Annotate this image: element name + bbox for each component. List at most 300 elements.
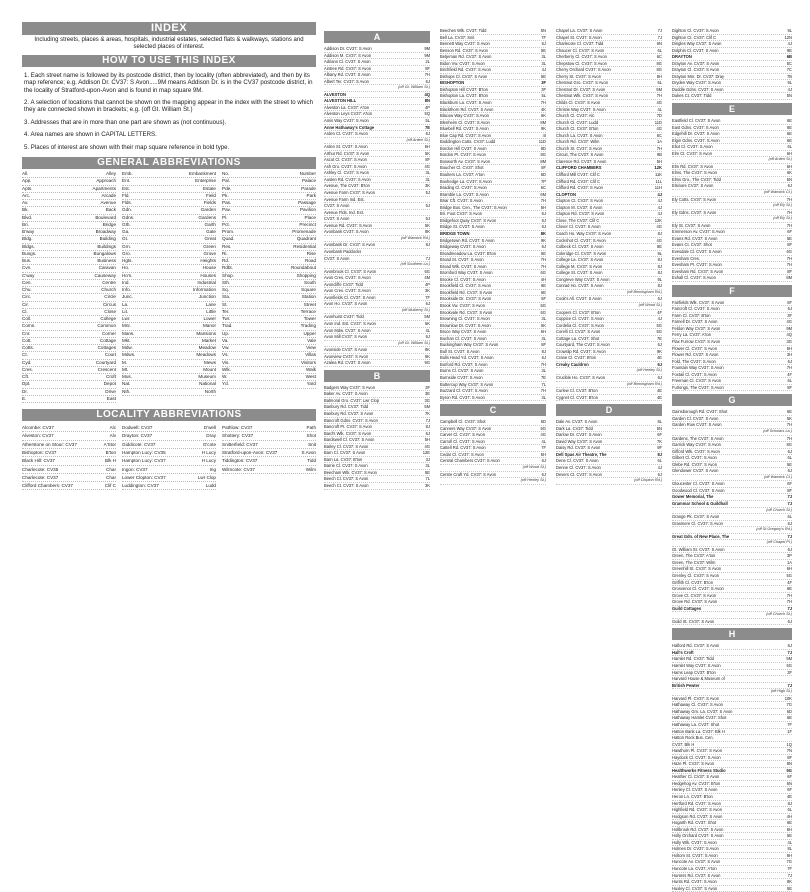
index-entry-ref: 9G	[424, 360, 430, 366]
index-entry-name: College St. CV37: S Avon	[556, 270, 603, 276]
index-entry-name: Addison M. CV37: S Avon	[324, 52, 372, 58]
index-entry-name: Bancroft PI. CV37: S Avon	[324, 424, 372, 430]
index-entry-name: Drayton Av. CV37: S Avon	[672, 60, 720, 66]
index-entry-name: Edgehill Dr. CV37: S Avon	[672, 131, 720, 137]
abbreviation-short: Ga.	[122, 229, 130, 235]
abbreviation-row	[222, 193, 316, 200]
index-entry-ref: 6D	[540, 419, 546, 425]
index-entry-ref: 5F	[541, 296, 546, 302]
index-entry-name: Fountain Way CV37: S Avon	[672, 365, 724, 371]
index-entry-name: Buchan Cl. CV37: S Avon	[440, 335, 487, 341]
index-entry-ref: 7H	[424, 72, 430, 78]
abbreviation-full: Promenade	[292, 229, 316, 235]
index-entry-ref: 5E	[786, 833, 792, 839]
index-entry-name: Feldon Way CV37: S Avon	[672, 325, 721, 331]
index-entry-name: Boxhedge La. CV37: S Avon	[440, 178, 492, 184]
abbreviation-row	[222, 316, 316, 323]
index-entry-ref: 5E	[540, 250, 546, 256]
locality-row	[222, 424, 316, 432]
abbreviation-full: Close	[104, 308, 116, 314]
index-entry-name: Henley Cl. CV37: S Avon	[672, 787, 718, 793]
index-entry-name: Avoncliffe CV37: Tidd	[324, 281, 363, 287]
index-entry-name: Central Chambers CV37: S Avon	[440, 458, 500, 464]
index-entry-ref: 6L	[787, 807, 792, 813]
abbreviation-short: Cir.	[22, 301, 29, 307]
abbreviation-short: Comn.	[22, 323, 36, 329]
locality-abbr: D'well	[203, 425, 216, 431]
abbreviation-full: Museum	[198, 374, 216, 380]
locality-name: Pathlow: CV37	[222, 425, 253, 431]
index-entry-name: Bishopton Hill CV37: B'ton	[440, 86, 488, 92]
index-entry-name: College M. CV37: S Avon	[556, 263, 603, 269]
abbreviation-full: Green	[203, 243, 216, 249]
index-entry-name: Brownlow Dr. CV37: S Avon	[440, 322, 491, 328]
index-entry-ref: 6E	[786, 124, 792, 130]
abbreviation-full: Lane	[205, 301, 216, 307]
index-entry-ref: 6K	[786, 170, 792, 176]
index-entry-name: Gilbert Cl. CV37: S Avon	[672, 455, 717, 461]
index-entry-name: Brookfield Cl. CV37: S Avon	[440, 283, 491, 289]
index-entry-ref: 7F	[787, 721, 792, 727]
abbreviation-row	[222, 352, 316, 359]
index-entry-ref: 8G	[540, 152, 546, 158]
locality-abbr: Char	[106, 466, 116, 472]
index-entry-ref: 5H	[656, 158, 662, 164]
abbreviation-short: No.	[222, 171, 230, 177]
index-entry-ref: 3G	[424, 397, 430, 403]
index-entry-ref: 7F	[787, 865, 792, 871]
abbreviation-full: Market	[201, 337, 216, 343]
abbreviation-full: College	[100, 316, 116, 322]
index-entry-ref: 7J	[787, 533, 792, 539]
abbreviation-short: Vs.	[222, 352, 229, 358]
index-entry-ref: 8G	[786, 442, 792, 448]
index-entry-name: Dryden Way CV37: S Avon	[672, 80, 721, 86]
abbreviation-short: La.	[122, 301, 129, 307]
index-entry-ref: 3L	[541, 60, 546, 66]
index-entry-name: Barn La. CV37: B'ton	[324, 456, 363, 462]
index-entry-name: Coleridge Cl. CV37: S Avon	[556, 250, 607, 256]
abbreviation-full: Station	[301, 294, 316, 300]
index-entry-ref: 5N	[656, 425, 662, 431]
index-entry-name: Barrie Cl. CV37: S Avon	[324, 463, 368, 469]
abbreviation-row	[22, 229, 116, 236]
index-entry-name: BRIDGE TOWN	[440, 230, 470, 236]
abbreviation-short: Rd.	[222, 258, 230, 264]
index-entry-ref: 7H	[786, 209, 792, 215]
index-entry-ref: 6C	[540, 185, 546, 191]
index-entry-ref: 9K	[656, 348, 662, 354]
abbreviation-row	[222, 244, 316, 251]
abbreviation-row	[222, 200, 316, 207]
index-entry-name: Colbeck Cl. CV37: S Avon	[556, 244, 604, 250]
index-entry-ref: 7L	[541, 381, 546, 387]
index-entry-name: Bardswell Cl. CV37: S Avon	[324, 437, 375, 443]
abbreviation-short: Emb.	[122, 171, 133, 177]
abbreviation-short: Nth.	[122, 388, 131, 394]
abbreviation-row	[122, 200, 216, 207]
abbreviation-row	[222, 186, 316, 193]
index-entry-ref: 7J	[787, 682, 792, 688]
index-entry-ref: 3G	[786, 338, 792, 344]
abbreviation-row	[22, 331, 116, 338]
locality-name: Bishopton: CV37	[22, 449, 57, 455]
index-entry-name: Grange Pk. CV37: S Avon	[672, 514, 720, 520]
abbreviation-short: Cotts.	[22, 345, 34, 351]
locality-name: Lower Clopton: CV37	[122, 474, 166, 480]
index-entry-name: Garrick Way CV37: S Avon	[672, 442, 721, 448]
index-entry-name: Griffith Cl. CV37: B'ton	[672, 579, 713, 585]
locality-row	[122, 457, 216, 465]
abbreviation-row	[122, 294, 216, 301]
index-entry-ref: 2L	[425, 59, 430, 65]
index-entry-name: Flax Furrow CV37: S Avon	[672, 338, 721, 344]
index-entry-name: Highfield Rd. CV37: S Avon	[672, 807, 722, 813]
index-entry-ref: 6F	[787, 774, 792, 780]
abbreviation-row	[122, 331, 216, 338]
index-entry-ref: 6J	[541, 211, 546, 217]
index-entry-name: Cherberry Cl. CV37: S Avon	[556, 54, 607, 60]
index-entry-ref: 8K	[786, 879, 792, 885]
abbreviation-row	[222, 338, 316, 345]
index-entry-ref: 7J	[787, 605, 792, 611]
abbreviation-full: Meadow	[198, 345, 216, 351]
index-entry-ref: 4J	[787, 41, 792, 47]
abbreviation-short: Mkt.	[122, 337, 131, 343]
locality-abbr: Wilm	[305, 466, 316, 472]
abbreviation-full: Croft	[106, 374, 116, 380]
abbreviation-row	[222, 374, 316, 381]
index-entry-name: Bard's Wlk. CV37: S Avon	[324, 430, 372, 436]
index-entry-ref: 7E	[540, 374, 546, 380]
index-entry-ref: 5G	[656, 322, 662, 328]
abbreviation-row	[22, 345, 116, 352]
abbreviation-row	[122, 222, 216, 229]
abbreviation-short: Fld.	[122, 192, 130, 198]
index-entry-note: (off Southern La.)	[324, 262, 430, 269]
abbreviation-full: Apartments	[92, 185, 116, 191]
index-entry-note: (off Gt. William St.)	[324, 85, 430, 92]
index-title-banner: INDEX	[22, 22, 316, 35]
abbreviation-full: Caravan	[98, 265, 116, 271]
index-entry-ref: 6E	[786, 409, 792, 415]
index-entry-name: Avon Ho. CV37: S Avon	[324, 301, 368, 307]
abbreviation-short: Ho's.	[122, 272, 133, 278]
abbreviation-short: Mus.	[122, 374, 132, 380]
index-entry-ref: 3L	[541, 394, 546, 400]
index-entry-ref: 12K	[654, 165, 662, 171]
abbreviation-full: Quadrant	[296, 236, 316, 242]
index-entry-name: Charlecote Cl. CV37: Tidd	[556, 41, 604, 47]
abbreviation-short: Pct.	[222, 221, 230, 227]
index-entry-ref: 7J	[787, 649, 792, 655]
index-entry-name: Hathaway La. CV37: Shot	[672, 721, 720, 727]
index-entry-ref: 8M	[786, 275, 792, 281]
abbreviation-full: Little	[206, 308, 216, 314]
abbreviation-short: Pde.	[222, 185, 232, 191]
index-entry-name: ALVESTON HILL	[324, 98, 357, 104]
index-entry-name: Coopers Cl. CV37: B'ton	[556, 309, 601, 315]
locality-name: Atherstone on Stour: CV37	[22, 441, 77, 447]
index-entry-ref: 3L	[541, 335, 546, 341]
index-entry-name: Cattell Rd. CV37: S Avon	[440, 445, 486, 451]
index-entry-ref: 8F	[787, 754, 792, 760]
index-entry-ref: 9L	[657, 250, 662, 256]
abbreviation-short: Ct.	[22, 352, 28, 358]
abbreviation-row	[122, 302, 216, 309]
index-entry-ref: 7G	[786, 859, 792, 865]
index-entry-ref: 3F	[787, 669, 792, 675]
index-entry-name: Ascot Cl. CV37: S Avon	[324, 157, 367, 163]
locality-abbr: Lwr Clop	[197, 474, 216, 480]
index-entry-name: Hodgson Rd. CV37: S Avon	[672, 813, 723, 819]
abbreviation-full: Causeway	[94, 272, 116, 278]
abbreviation-full: Industrial	[197, 279, 216, 285]
abbreviation-short: Ind.	[122, 279, 130, 285]
abbreviation-short: Mans.	[122, 330, 135, 336]
index-entry-ref: 5J	[425, 216, 430, 222]
abbreviation-short: Bungs.	[22, 250, 37, 256]
abbreviation-row	[22, 374, 116, 381]
index-entry-name: Glebe Rd. CV37: S Avon	[672, 461, 717, 467]
index-entry-ref: 4E	[786, 793, 792, 799]
index-entry-name: Dale Av. CV37: S Avon	[556, 419, 598, 425]
index-entry-name: CV37: S Avon	[324, 255, 350, 261]
abbreviation-row	[222, 345, 316, 352]
abbreviation-row	[22, 273, 116, 280]
index-entry-name: Fold, The CV37: S Avon	[672, 358, 716, 364]
abbreviation-full: Pavilion	[299, 207, 316, 213]
abbreviation-full: Road	[305, 258, 316, 264]
index-entry-name: Brook Vw. CV37: S Avon	[440, 302, 485, 308]
index-entry-name: Avon Ind. Est. CV37: S Avon	[324, 320, 376, 326]
index-entry-ref: 7G	[786, 702, 792, 708]
index-entry-name: Browning Cl. CV37: S Avon	[440, 316, 490, 322]
abbreviation-full: Bridge	[102, 221, 116, 227]
index-entry-name: Hollbrook Rd. CV37: S Avon	[672, 826, 724, 832]
abbreviation-row	[22, 389, 116, 396]
index-entry-name: Alveston La. CV37: A'ton	[324, 104, 370, 110]
index-entry-name: Furlongs, The CV37: S Avon	[672, 384, 724, 390]
abbreviation-row	[22, 236, 116, 243]
abbreviation-row	[222, 229, 316, 236]
index-entry-ref: 5E	[786, 885, 792, 891]
index-entry-name: Clopton M. CV37: S Avon	[556, 204, 603, 210]
index-entry-ref: 5M	[424, 314, 430, 320]
index-entry-ref: 6L	[787, 144, 792, 150]
index-entry-ref: 5E	[540, 47, 546, 53]
abbreviation-short: Rdbt.	[222, 265, 233, 271]
locality-row	[22, 482, 116, 490]
abbreviation-full: Information	[193, 287, 216, 293]
index-entry-name: Freeman Cl. CV37: S Avon	[672, 378, 722, 384]
abbreviation-short: Res.	[222, 243, 232, 249]
index-entry-name: Buttercup Way CV37: S Avon	[440, 381, 494, 387]
abbreviation-short: Lwr.	[122, 316, 131, 322]
index-entry-ref: 7H	[786, 262, 792, 268]
index-entry-ref: 9M	[424, 52, 430, 58]
index-entry-ref: 4G	[424, 163, 430, 169]
index-entry-name: Eliot Cl. CV37: S Avon	[672, 144, 713, 150]
index-entry-name: Avon Mill CV37: S Avon	[324, 334, 368, 340]
index-entry-name: CV37: S Avon	[324, 216, 350, 222]
abbreviation-short: Av.	[22, 200, 29, 206]
index-entry-name: Broad St. CV37: S Avon	[440, 257, 484, 263]
index-entry-ref: 4P	[424, 281, 430, 287]
abbreviation-full: Corner	[101, 330, 116, 336]
abbreviation-row	[22, 352, 116, 359]
index-entry-name: Avonbank Dr. CV37: S Avon	[324, 242, 376, 248]
abbreviation-short: Twr.	[222, 316, 231, 322]
index-entry-ref: 5E	[424, 469, 430, 475]
index-entry-name: Elm Ct. CV37: S Avon	[672, 150, 712, 156]
index-entry-ref: 5G	[540, 425, 546, 431]
abbreviation-row	[222, 367, 316, 374]
index-entry-ref: 5G	[786, 573, 792, 579]
index-entry-name: Beech Cl. CV37: S Avon	[324, 476, 369, 482]
index-entry-ref: 6J	[787, 546, 792, 552]
index-entry-name: Clover Cl. CV37: S Avon	[556, 224, 601, 230]
index-entry-name: Dene Cl. CV37: S Avon	[556, 458, 599, 464]
abbreviation-row	[222, 265, 316, 272]
abbreviation-full: Garth	[204, 221, 216, 227]
index-entry-name: Bridge Bus. Cen., The CV37: S Avon	[440, 204, 507, 210]
instruction-4: 4. Area names are shown in CAPITAL LETTERS.	[24, 131, 157, 139]
index-letter-heading: A	[324, 31, 430, 43]
index-entry-ref: 4G	[424, 443, 430, 449]
index-entry-ref: 11D	[654, 119, 662, 125]
index-entry	[672, 275, 792, 282]
abbreviation-short: Bk.	[22, 207, 29, 213]
locality-row	[22, 449, 116, 457]
abbreviation-short: Bri.	[22, 221, 29, 227]
abbreviation-column	[222, 171, 316, 403]
abbreviation-short: E.	[22, 395, 27, 401]
index-entry-name: Avonside CV37: S Avon	[324, 347, 368, 353]
index-entry-name: Farm Cl. CV37: B'ton	[672, 312, 711, 318]
locality-abbr: A'Stor	[103, 441, 116, 447]
index-entry-note: (off Clopton Rd.)	[556, 478, 662, 485]
abbreviation-full: Palace	[301, 178, 316, 184]
index-entry	[324, 483, 430, 490]
index-entry-name: Byron Rd. CV37: S Avon	[440, 394, 485, 400]
index-entry-ref: 5N	[786, 93, 792, 99]
index-entry-ref: 5N	[786, 176, 792, 182]
index-entry-ref: 5H	[786, 345, 792, 351]
index-entry-name: Bridgetown Rd. CV37: S Avon	[440, 237, 495, 243]
index-entry-ref: 5G	[656, 329, 662, 335]
index-entry-name: Buzzard Cl. CV37: S Avon	[440, 388, 488, 394]
index-entry-ref: 10K	[784, 695, 792, 701]
index-entry-name: Clarence Rd. CV37: S Avon	[556, 158, 607, 164]
index-entry-ref: 6F	[787, 481, 792, 487]
abbreviation-full: Meadows	[196, 352, 216, 358]
index-entry-ref: 6J	[657, 374, 662, 380]
index-entry-ref: 12K	[654, 217, 662, 223]
index-entry-ref: 8J	[657, 263, 662, 269]
index-entry-name: Elsinore CV37: S Avon	[672, 183, 714, 189]
abbreviation-short: Bldgs.	[22, 243, 35, 249]
index-entry-ref: 6H	[786, 566, 792, 572]
abbreviation-short: All.	[22, 171, 29, 177]
index-entry-ref: 8K	[424, 347, 430, 353]
abbreviation-row	[222, 178, 316, 185]
locality-name: Wilmcote: CV37	[222, 466, 255, 472]
index-entry-ref: 7F	[425, 294, 430, 300]
instruction-1: 1. Each street name is followed by its postcode district, then by locality (often abbreviated), and then by its map reference; e.g. Addison Dr. CV37: S Avon.....9M means Addison Dr. is in the CV37 postcode district, in the locality of Stratford-upon-Avon and is found in map square 9M.	[24, 71, 313, 94]
index-entry-ref: 6J	[787, 643, 792, 649]
index-entry-name: Chestnut Gro. CV37: S Avon	[556, 80, 609, 86]
index-entry-name: Circuit, The CV37: S Avon	[556, 152, 604, 158]
index-entry-name: CLIFFORD CHAMBERS	[556, 165, 602, 171]
abbreviation-row	[22, 222, 116, 229]
abbreviation-short: B'way	[22, 229, 35, 235]
abbreviation-full: East	[106, 395, 116, 401]
index-entry-name: Bidon Vw. CV37: S Avon	[440, 60, 485, 66]
index-entry-name: CV37: S Avon	[324, 203, 350, 209]
index-entry-ref: 7J	[657, 28, 662, 33]
index-entry-ref: 5M	[656, 86, 662, 92]
index-entry-ref: 4M	[424, 275, 430, 281]
index-entry-name: Hathaway Gm. La. CV37: S Avon	[672, 708, 733, 714]
abbreviation-short: W.	[222, 374, 228, 380]
abbreviation-short: Prom.	[222, 229, 235, 235]
index-entry-ref: 8F	[787, 242, 792, 248]
index-entry-name: Fairfields Wlk. CV37: S Avon	[672, 299, 725, 305]
index-entry-name: Austen Rd. CV37: S Avon	[324, 176, 371, 182]
index-entry-name: Dolphin Cl. CV37: S Avon	[672, 47, 719, 53]
abbreviation-row	[22, 251, 116, 258]
abbreviation-row	[122, 309, 216, 316]
general-abbreviations-banner: GENERAL ABBREVIATIONS	[22, 157, 316, 169]
index-entry-ref: 4L	[657, 106, 662, 112]
index-entry-ref: 4G	[656, 100, 662, 106]
abbreviation-short: Mdw.	[122, 345, 133, 351]
locality-name: Black Hill: CV37	[22, 458, 55, 464]
index-entry-note: (off Wood St.)	[440, 465, 546, 472]
abbreviation-row	[122, 352, 216, 359]
index-entry-ref: 6H	[786, 826, 792, 832]
index-entry-name: Evesham Rd. CV37: S Avon	[672, 268, 724, 274]
index-entry-name: Garden Cl. CV37: S Avon	[672, 415, 719, 421]
index-entry-ref: 7H	[540, 198, 546, 204]
abbreviation-full: Passage	[298, 200, 316, 206]
abbreviation-full: Parade	[301, 185, 316, 191]
index-entry-name: Azalea Rd. CV37: S Avon	[324, 360, 371, 366]
index-entry-note: (off Henley St.)	[556, 368, 662, 375]
locality-row	[122, 432, 216, 440]
index-entry-name: Chestnut Dr. CV37: S Avon	[556, 86, 606, 92]
index-entry-name: Bridgeway CV37: S Avon	[440, 244, 486, 250]
index-entry-ref: 3E	[424, 391, 430, 397]
index-entry-name: Grammar School & Guildhall	[672, 501, 728, 506]
locality-abbreviations-table	[22, 424, 316, 490]
index-entry-ref: 3K	[424, 483, 430, 488]
index-entry-name: Green, The CV37: Wilm	[672, 559, 716, 565]
index-entry-name: Greenhill St. CV37: S Avon	[672, 566, 722, 572]
index-entry-ref: 4G	[540, 432, 546, 438]
abbreviation-full: Mews	[204, 359, 216, 365]
index-entry-ref: 6F	[787, 299, 792, 305]
locality-abbr: Ing	[209, 466, 216, 472]
abbreviation-full: West	[305, 374, 316, 380]
index-entry-name: Evesham PI. CV37: S Avon	[672, 262, 722, 268]
abbreviation-short: Ent.	[122, 178, 131, 184]
index-entry-ref: 4P	[424, 104, 430, 110]
index-entry-note: (off Chapel Pl.)	[672, 540, 792, 547]
abbreviation-row	[122, 186, 216, 193]
index-entry-name: Arthur Rd. CV37: S Avon	[324, 150, 370, 156]
